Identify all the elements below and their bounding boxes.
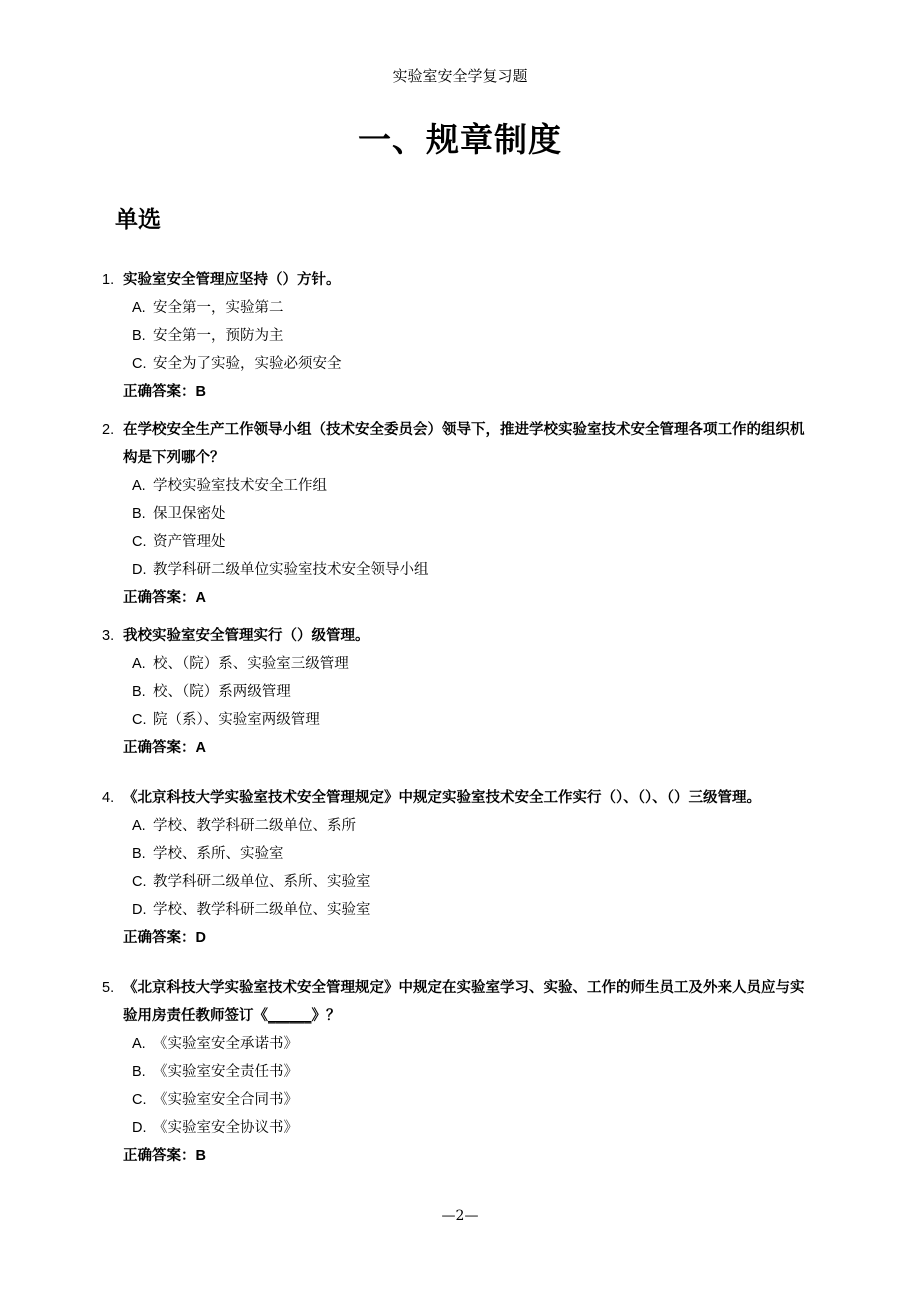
- question-text-after: 》？: [311, 1008, 341, 1024]
- option-a: [0, 812, 920, 840]
- answer-value: B: [195, 384, 206, 400]
- option-c: [0, 1086, 920, 1114]
- option-c: [0, 706, 920, 734]
- option-text: 院（系）、实验室两级管理: [153, 712, 320, 728]
- option-text: 《实验室安全协议书》: [153, 1120, 298, 1136]
- option-text: 安全为了实验，实验必须安全: [153, 356, 342, 372]
- question-text: 我校实验室安全管理实行（）级管理。: [123, 628, 370, 644]
- option-b: [0, 840, 920, 868]
- option-letter: B.: [132, 506, 146, 522]
- option-text: 学校、教学科研二级单位、实验室: [153, 902, 371, 918]
- question-3: [0, 622, 920, 762]
- option-text: 《实验室安全合同书》: [153, 1092, 298, 1108]
- option-text: 《实验室安全责任书》: [153, 1064, 298, 1080]
- option-text: 安全第一，实验第二: [153, 300, 284, 316]
- question-number: 5.: [102, 980, 115, 996]
- option-letter: A.: [132, 656, 146, 672]
- spacer: [0, 952, 920, 974]
- option-letter: A.: [132, 818, 146, 834]
- option-letter: B.: [132, 846, 146, 862]
- answer-label: 正确答案：: [123, 1148, 196, 1164]
- option-text: 资产管理处: [153, 534, 226, 550]
- question-number: 4.: [102, 790, 115, 806]
- option-a: [0, 294, 920, 322]
- option-b: [0, 678, 920, 706]
- option-text: 校、（院）系两级管理: [153, 684, 291, 700]
- correct-answer: [0, 584, 920, 612]
- option-b: [0, 1058, 920, 1086]
- option-text: 学校、教学科研二级单位、系所: [153, 818, 356, 834]
- page-number: —2—: [441, 1208, 479, 1224]
- option-b: [0, 322, 920, 350]
- option-text: 学校、系所、实验室: [153, 846, 284, 862]
- question-2: [0, 416, 920, 612]
- answer-value: A: [195, 740, 206, 756]
- answer-label: 正确答案：: [123, 384, 196, 400]
- option-letter: C.: [132, 874, 147, 890]
- answer-label: 正确答案：: [123, 740, 196, 756]
- option-b: [0, 500, 920, 528]
- option-text: 安全第一，预防为主: [153, 328, 284, 344]
- option-letter: C.: [132, 356, 147, 372]
- option-c: [0, 350, 920, 378]
- option-d: [0, 556, 920, 584]
- running-header: 实验室安全学复习题: [392, 67, 528, 85]
- option-letter: A.: [132, 1036, 146, 1052]
- question-stem: [0, 266, 808, 294]
- correct-answer: [0, 924, 920, 952]
- question-stem: [0, 784, 808, 812]
- option-c: [0, 868, 920, 896]
- question-number: 3.: [102, 628, 115, 644]
- question-list: [0, 266, 920, 1170]
- question-stem: [0, 416, 808, 472]
- option-text: 教学科研二级单位、系所、实验室: [153, 874, 371, 890]
- option-a: [0, 472, 920, 500]
- question-5: [0, 974, 920, 1170]
- answer-value: B: [195, 1148, 206, 1164]
- option-letter: D.: [132, 562, 147, 578]
- option-d: [0, 1114, 920, 1142]
- option-letter: C.: [132, 712, 147, 728]
- correct-answer: [0, 1142, 920, 1170]
- option-d: [0, 896, 920, 924]
- answer-label: 正确答案：: [123, 930, 196, 946]
- correct-answer: [0, 734, 920, 762]
- option-letter: B.: [132, 328, 146, 344]
- option-letter: A.: [132, 478, 146, 494]
- option-a: [0, 650, 920, 678]
- option-letter: C.: [132, 1092, 147, 1108]
- option-letter: D.: [132, 1120, 147, 1136]
- spacer: [0, 762, 920, 784]
- question-text: 实验室安全管理应坚持（）方针。: [123, 272, 341, 288]
- section-title: 单选: [115, 207, 161, 233]
- question-stem: [0, 974, 808, 1030]
- question-number: 1.: [102, 272, 115, 288]
- answer-label: 正确答案：: [123, 590, 196, 606]
- fill-in-blank: ______: [268, 1008, 312, 1024]
- option-text: 学校实验室技术安全工作组: [153, 478, 327, 494]
- option-text: 校、（院）系、实验室三级管理: [153, 656, 349, 672]
- option-text: 《实验室安全承诺书》: [153, 1036, 298, 1052]
- option-letter: B.: [132, 684, 146, 700]
- correct-answer: [0, 378, 920, 406]
- spacer: [0, 406, 920, 416]
- question-text-before: 《北京科技大学实验室技术安全管理规定》中规定在实验室学习、实验、工作的师生员工及外来人员应与实验用房责任教师签订《: [123, 980, 805, 1024]
- option-a: [0, 1030, 920, 1058]
- option-letter: B.: [132, 1064, 146, 1080]
- question-1: [0, 266, 920, 406]
- option-letter: C.: [132, 534, 147, 550]
- question-stem: [0, 622, 808, 650]
- question-text: 《北京科技大学实验室技术安全管理规定》中规定实验室技术安全工作实行（）、（）、（）三级管理。: [123, 790, 761, 806]
- question-text: 在学校安全生产工作领导小组（技术安全委员会）领导下，推进学校实验室技术安全管理各项工作的组织机构是下列哪个？: [123, 422, 805, 466]
- spacer: [0, 612, 920, 622]
- question-4: [0, 784, 920, 952]
- answer-value: D: [195, 930, 206, 946]
- option-letter: A.: [132, 300, 146, 316]
- option-text: 教学科研二级单位实验室技术安全领导小组: [153, 562, 429, 578]
- option-c: [0, 528, 920, 556]
- option-text: 保卫保密处: [153, 506, 226, 522]
- chapter-title: 一、规章制度: [358, 120, 562, 159]
- option-letter: D.: [132, 902, 147, 918]
- question-number: 2.: [102, 422, 115, 438]
- answer-value: A: [195, 590, 206, 606]
